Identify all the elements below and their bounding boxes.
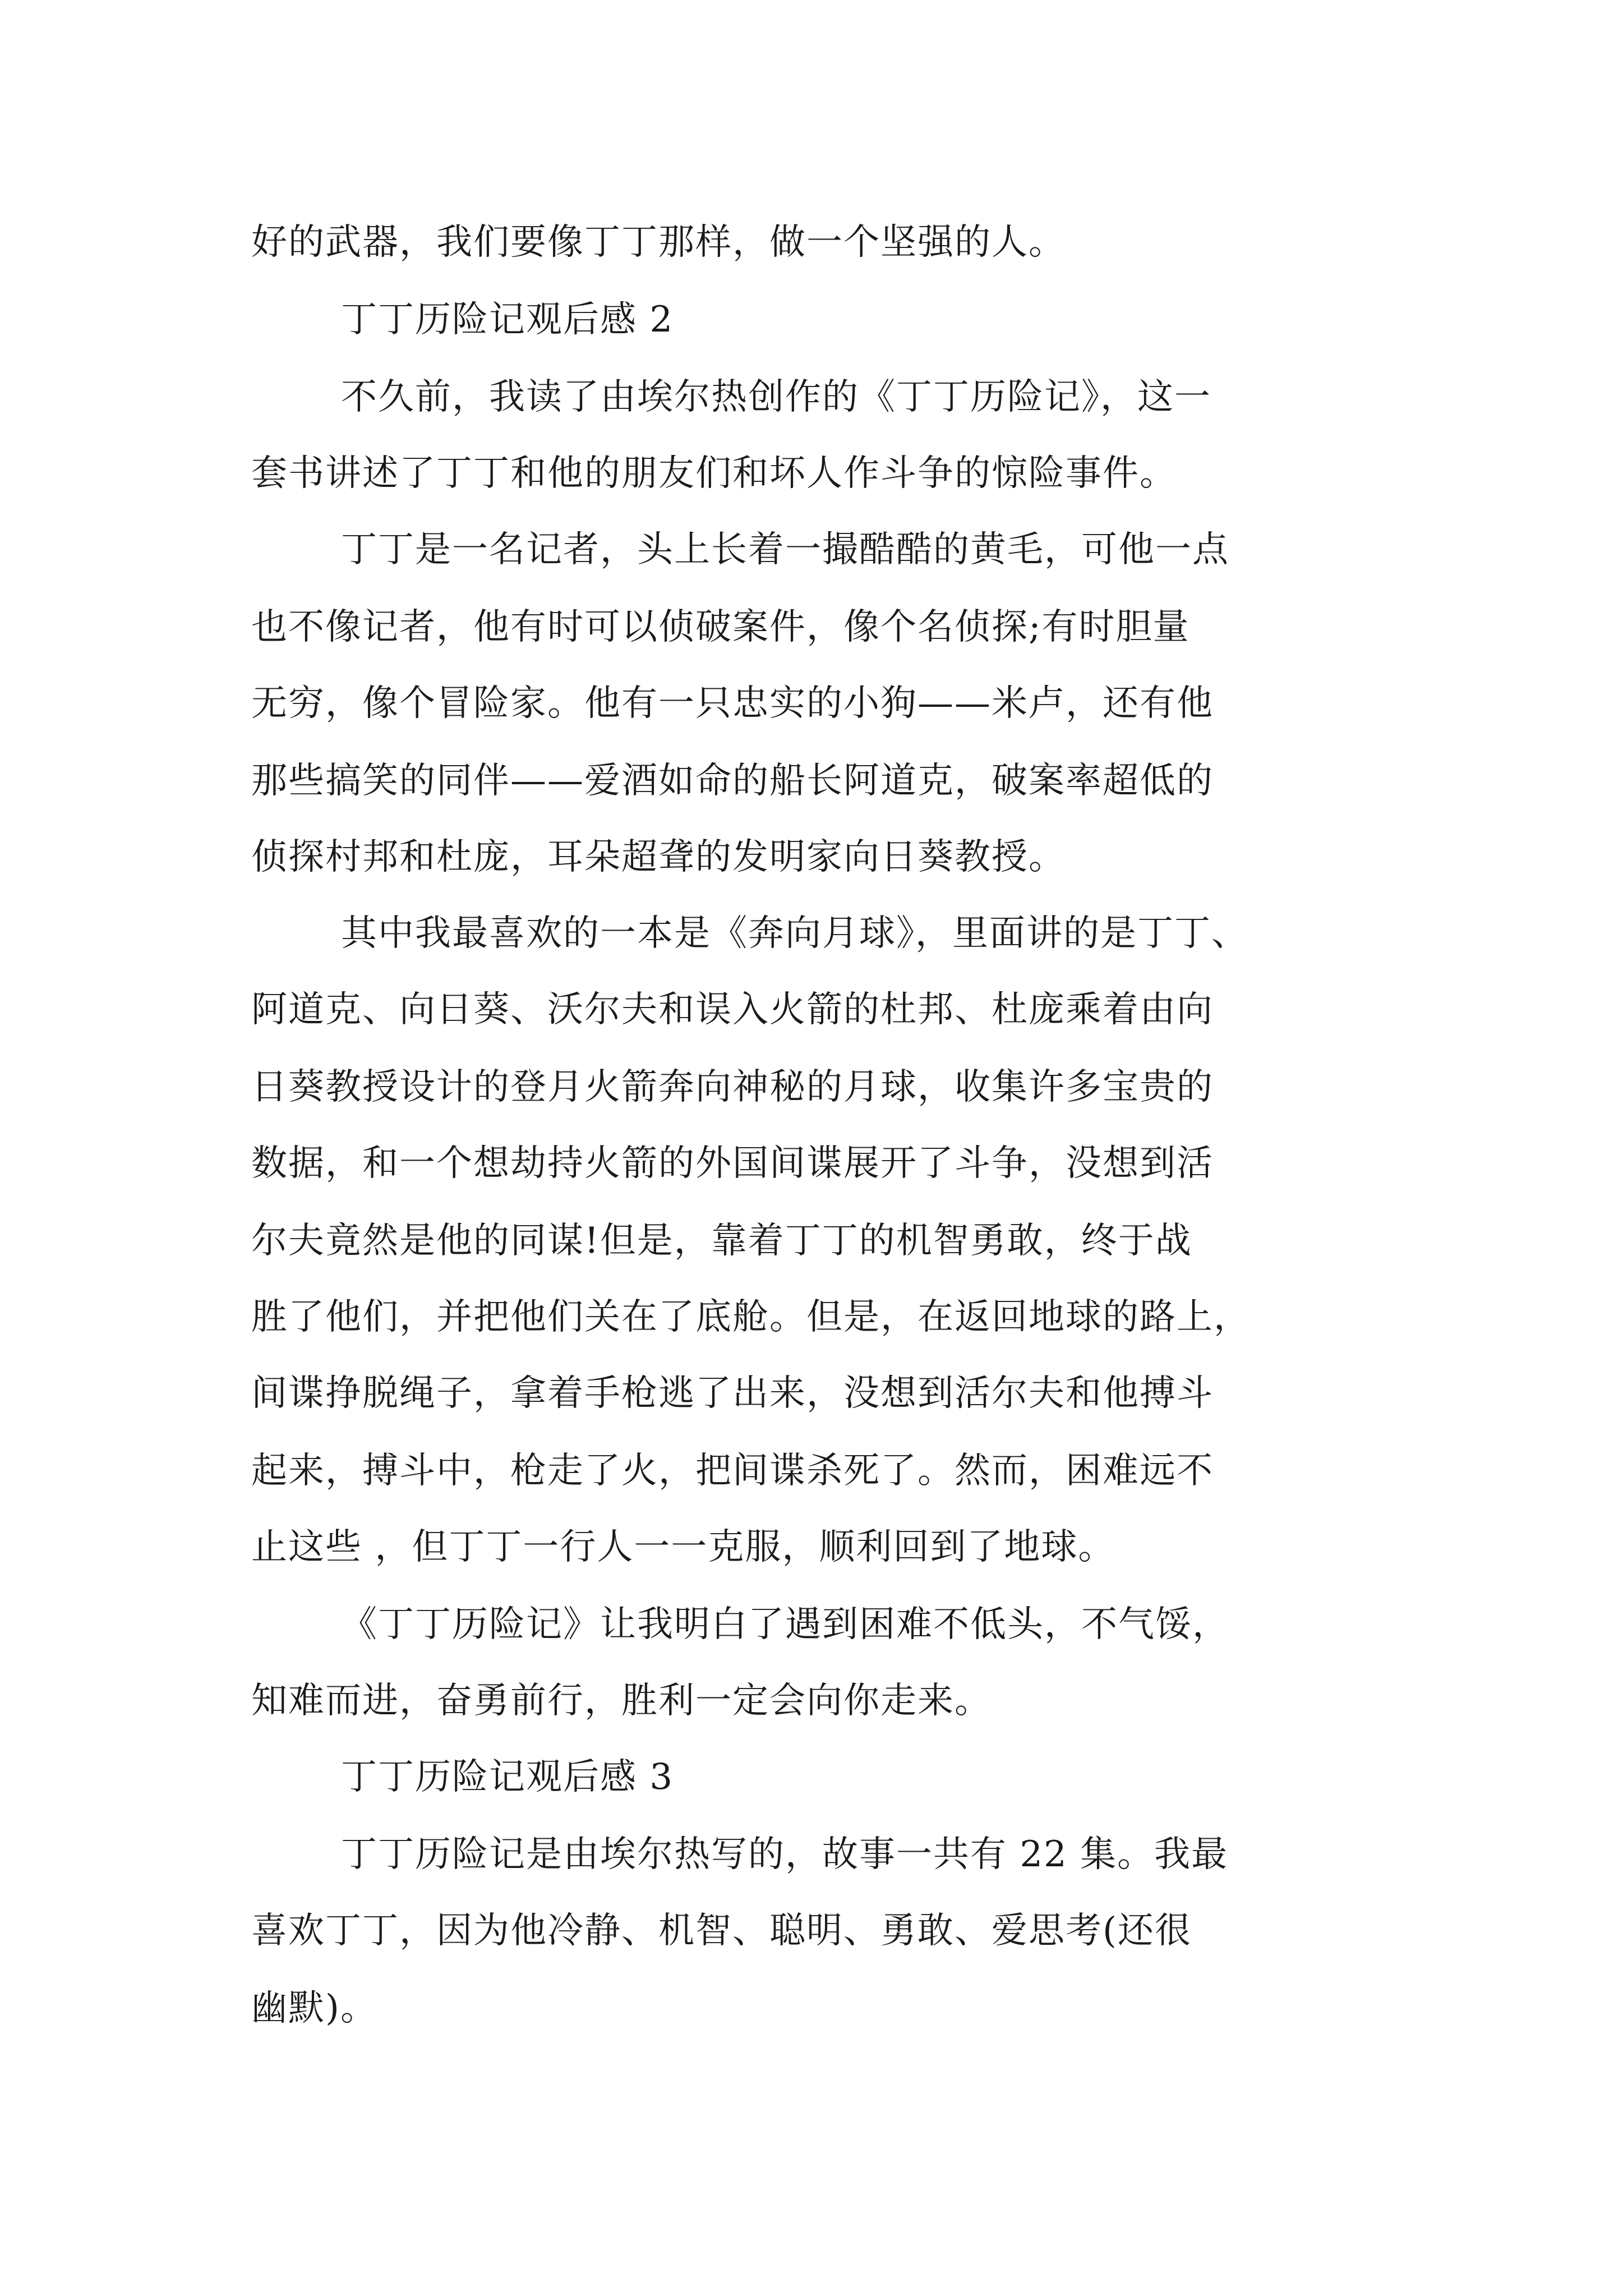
- section-heading: 丁丁历险记观后感 3: [341, 1756, 674, 1798]
- text-line: 那些搞笑的同伴——爱酒如命的船长阿道克，破案率超低的: [251, 760, 1214, 802]
- text-line: 侦探村邦和杜庞，耳朵超聋的发明家向日葵教授。: [251, 836, 1066, 878]
- text-line: 日葵教授设计的登月火箭奔向神秘的月球，收集许多宝贵的: [251, 1066, 1214, 1108]
- text-line: 止这些 ，但丁丁一行人一一克服，顺利回到了地球。: [251, 1526, 1115, 1568]
- text-line: 胜了他们，并把他们关在了底舱。但是，在返回地球的路上，: [251, 1296, 1251, 1338]
- text-line: 好的武器，我们要像丁丁那样，做一个坚强的人。: [251, 222, 1066, 263]
- text-line: 喜欢丁丁，因为他冷静、机智、聪明、勇敢、爱思考(还很: [251, 1910, 1192, 1952]
- paragraph-line: 不久前，我读了由埃尔热创作的《丁丁历险记》，这一: [341, 376, 1211, 418]
- text-line: 也不像记者，他有时可以侦破案件，像个名侦探;有时胆量: [251, 606, 1190, 648]
- text-line: 知难而进，奋勇前行，胜利一定会向你走来。: [251, 1680, 992, 1722]
- text-line: 间谍挣脱绳子，拿着手枪逃了出来，没想到活尔夫和他搏斗: [251, 1373, 1214, 1414]
- paragraph-line: 丁丁是一名记者，头上长着一撮酷酷的黄毛，可他一点: [341, 529, 1229, 570]
- text-line: 幽默)。: [251, 1987, 377, 2029]
- text-line: 尔夫竟然是他的同谋!但是，靠着丁丁的机智勇敢，终于战: [251, 1220, 1192, 1262]
- section-heading: 丁丁历险记观后感 2: [341, 299, 674, 341]
- text-line: 无穷，像个冒险家。他有一只忠实的小狗——米卢，还有他: [251, 683, 1214, 724]
- text-line: 阿道克、向日葵、沃尔夫和误入火箭的杜邦、杜庞乘着由向: [251, 989, 1214, 1030]
- text-line: 套书讲述了丁丁和他的朋友们和坏人作斗争的惊险事件。: [251, 453, 1177, 494]
- paragraph-line: 其中我最喜欢的一本是《奔向月球》，里面讲的是丁丁、: [341, 913, 1248, 954]
- text-line: 起来，搏斗中，枪走了火，把间谍杀死了。然而，困难远不: [251, 1450, 1214, 1492]
- paragraph-line: 《丁丁历险记》让我明白了遇到困难不低头，不气馁，: [341, 1604, 1229, 1645]
- text-line: 数据，和一个想劫持火箭的外国间谍展开了斗争，没想到活: [251, 1143, 1214, 1184]
- paragraph-line: 丁丁历险记是由埃尔热写的，故事一共有 22 集。我最: [341, 1834, 1229, 1875]
